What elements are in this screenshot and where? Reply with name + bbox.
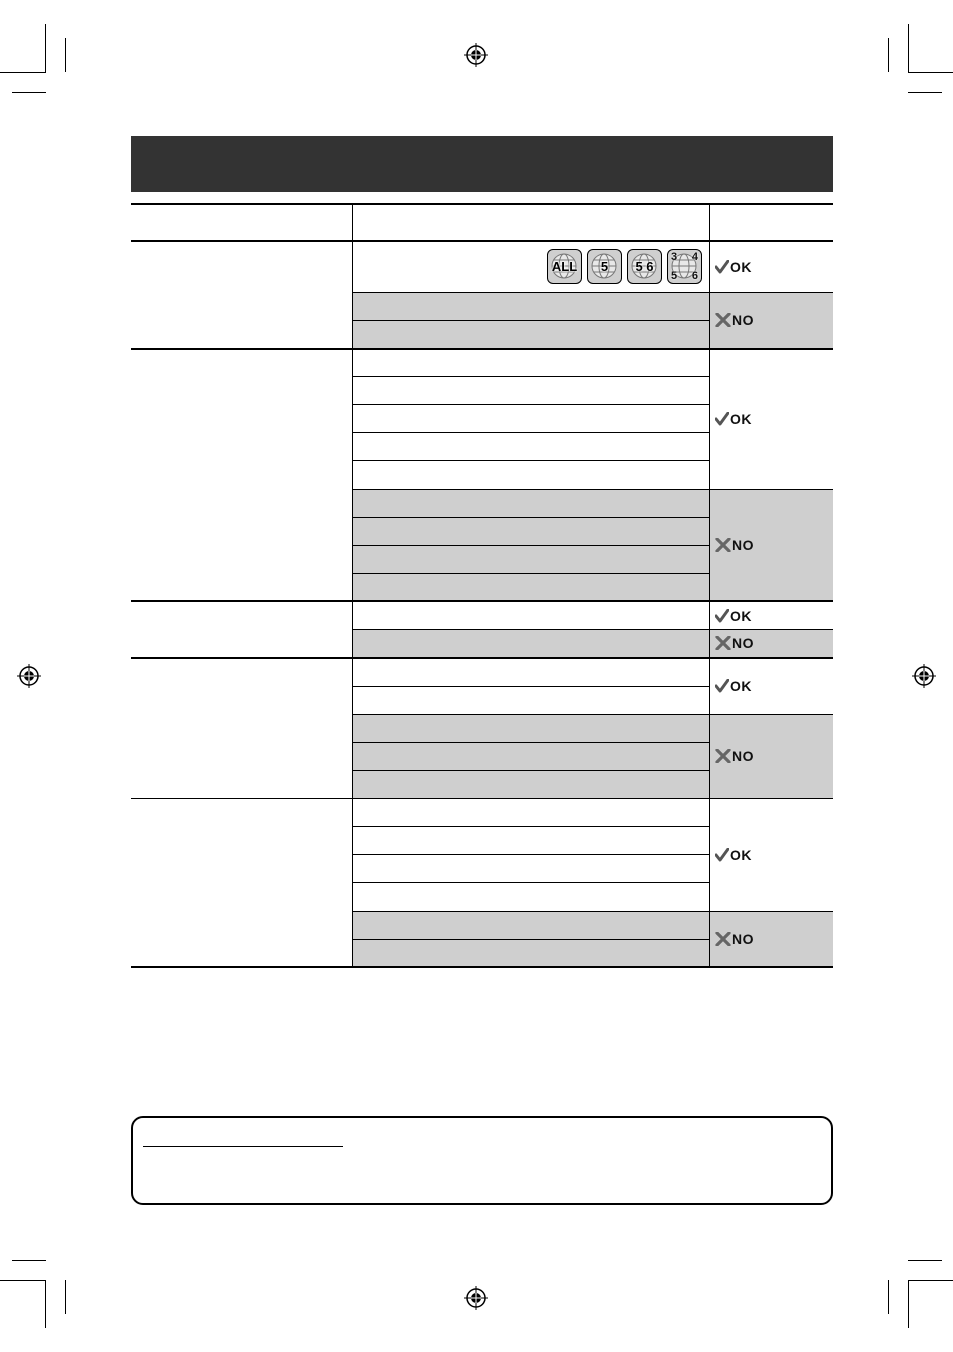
region-label: 6 [691,270,698,282]
group-rule [131,798,833,799]
crop-mark [12,1260,46,1261]
result-separator [709,714,833,715]
row-separator [353,854,709,855]
check-icon [715,848,729,862]
crosshair-target-icon [464,1286,488,1310]
crop-mark [908,1260,942,1261]
result-ok [715,678,752,694]
row-separator [353,517,709,518]
result-ok [715,847,752,863]
row-separator [353,770,709,771]
result-label: OK [730,608,752,624]
crop-mark [908,92,942,93]
result-ok [715,608,752,624]
section-header-bar [131,136,833,192]
row-separator [353,545,709,546]
result-label: NO [732,931,754,947]
result-separator [709,629,833,630]
result-no [715,635,754,651]
crop-mark [45,24,46,72]
crop-mark [908,24,909,72]
check-icon [715,260,729,274]
group-rule [131,657,833,659]
result-no [715,748,754,764]
result-no [715,537,754,553]
region-label: 3 [671,251,678,263]
cross-icon [715,538,731,552]
result-label: OK [730,411,752,427]
result-no [715,931,754,947]
result-separator [709,489,833,490]
crop-mark [888,1280,889,1314]
result-separator [709,911,833,912]
crop-mark [888,38,889,72]
result-label: OK [730,847,752,863]
region-5-6-icon [627,249,662,284]
crosshair-target-icon [17,664,41,688]
row-separator [353,742,709,743]
note-box [131,1116,833,1205]
crosshair-target-icon [912,664,936,688]
result-separator [709,292,833,293]
row-separator [353,714,709,715]
result-ok [715,259,752,275]
table-bottom-rule [131,966,833,968]
result-label: OK [730,678,752,694]
no-row-fill [353,629,833,657]
crop-mark [12,92,46,93]
check-icon [715,412,729,426]
crop-mark [908,1280,909,1328]
row-separator [353,911,709,912]
check-icon [715,679,729,693]
group-rule [131,600,833,602]
cross-icon [715,932,731,946]
row-separator [353,460,709,461]
crop-mark [908,72,953,73]
result-label: OK [730,259,752,275]
group-rule [131,348,833,350]
cross-icon [715,636,731,650]
cross-icon [715,313,731,327]
check-icon [715,609,729,623]
row-separator [353,320,709,321]
region-label: ALL [551,259,578,274]
region-3-4-5-6-icon [667,249,702,284]
region-all-icon [547,249,582,284]
note-heading-underline [143,1146,343,1147]
crop-mark [0,72,46,73]
result-label: NO [732,635,754,651]
row-separator [353,882,709,883]
row-separator [353,292,709,293]
row-separator [353,489,709,490]
crop-mark [0,1280,46,1281]
region-label: 5 6 [635,259,654,274]
region-5-icon [587,249,622,284]
cross-icon [715,749,731,763]
row-separator [353,404,709,405]
no-row-fill [353,714,833,798]
result-no [715,312,754,328]
row-separator [353,826,709,827]
crop-mark [65,1280,66,1314]
region-label: 5 [671,270,678,282]
table-top-rule [131,203,833,205]
result-label: NO [732,312,754,328]
crosshair-target-icon [464,43,488,67]
region-code-icons [547,249,702,284]
region-label: 5 [600,259,609,274]
row-separator [353,573,709,574]
row-separator [353,629,709,630]
row-separator [353,376,709,377]
crop-mark [908,1280,953,1281]
row-separator [353,939,709,940]
crop-mark [45,1280,46,1328]
region-label: 4 [691,251,698,263]
table-header-rule [131,240,833,242]
result-label: NO [732,537,754,553]
result-label: NO [732,748,754,764]
column-divider [709,203,710,968]
row-separator [353,686,709,687]
result-ok [715,411,752,427]
crop-mark [65,38,66,72]
row-separator [353,432,709,433]
